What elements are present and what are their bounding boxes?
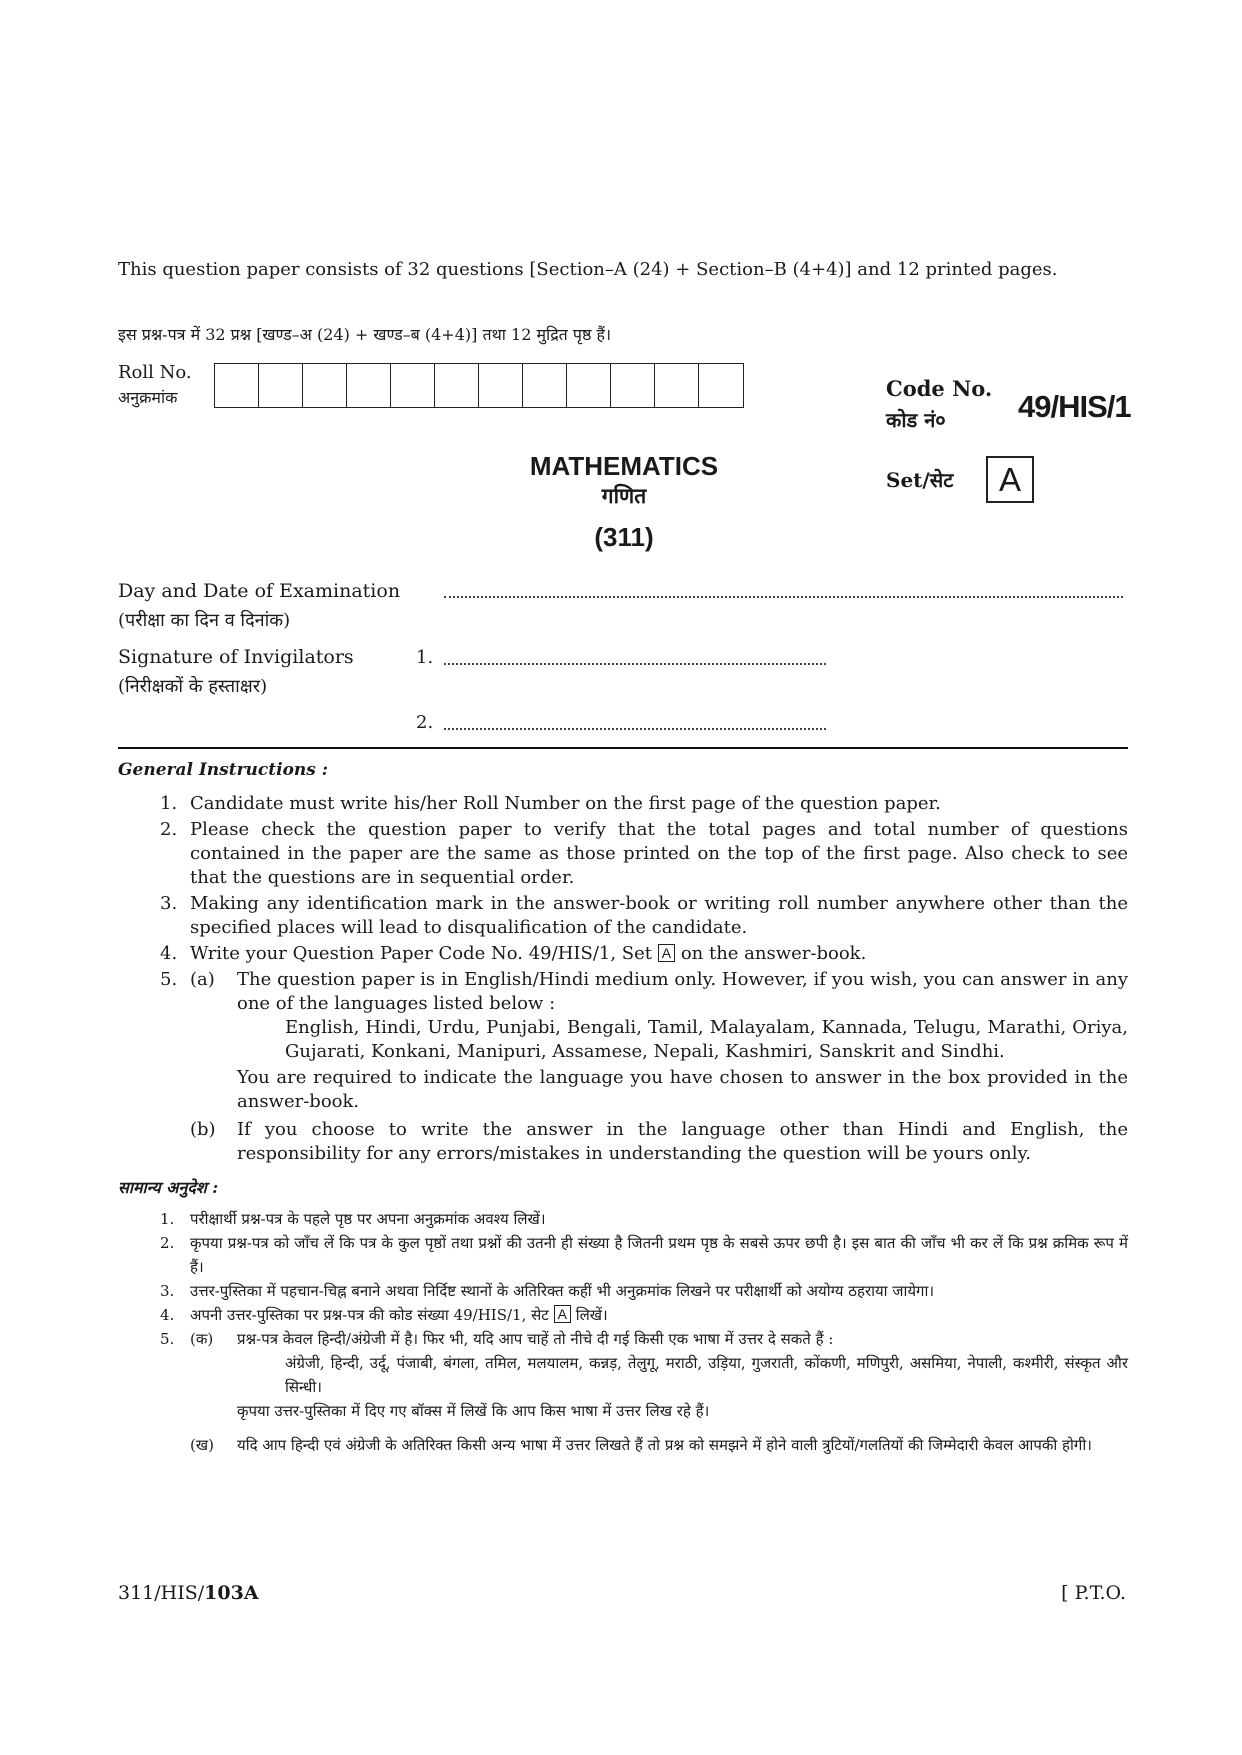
language-list: English, Hindi, Urdu, Punjabi, Bengali, Tamil, Malayalam, Kannada, Telugu, Marathi, Oriya, Gujarati, Konkani, Manipuri, Assamese, Nepali, Kashmiri, Sanskrit and Sindhi. <box>285 1017 1128 1062</box>
footer-code-suffix: 103A <box>204 1582 259 1604</box>
code-number: 49/HIS/1 <box>1018 389 1131 424</box>
roll-digit-box[interactable] <box>611 364 655 407</box>
instruction-number: 2. <box>160 819 178 840</box>
instruction-item <box>160 1327 1128 1423</box>
instruction-item <box>160 1231 1128 1279</box>
instruction-text: प्रश्न-पत्र केवल हिन्दी/अंग्रेजी में है। फिर भी, यदि आप चाहें तो नीचे दी गई किसी एक भाषा में उत्तर दे सकते हैं : <box>237 1330 834 1348</box>
instruction-text: उत्तर-पुस्तिका में पहचान-चिह्न बनाने अथवा निर्दिष्ट स्थानों के अतिरिक्त कहीं भी अनुक्रमांक लिखने पर परीक्षार्थी को अयोग्य ठहराया जायेगा। <box>190 1282 935 1300</box>
instructions-heading-hindi: सामान्य अनुदेश : <box>118 1178 219 1197</box>
instruction-item <box>160 942 1128 966</box>
instructions-list <box>160 792 1128 1166</box>
signature-2-field[interactable] <box>444 727 826 730</box>
subject-number: (311) <box>594 522 654 552</box>
roll-digit-box[interactable] <box>435 364 479 407</box>
roll-digit-box[interactable] <box>655 364 699 407</box>
instruction-sub-label: (a) <box>190 969 215 990</box>
instruction-text: If you choose to write the answer in the language other than Hindi and English, the responsibility for any errors/mistakes in understanding the question will be yours only. <box>237 1119 1128 1164</box>
roll-number-boxes <box>214 363 744 408</box>
signature-label: Signature of Invigilators <box>118 646 354 668</box>
pto-label: [ P.T.O. <box>1061 1582 1126 1604</box>
instruction-number-spacer <box>160 1433 190 1457</box>
instruction-text: यदि आप हिन्दी एवं अंग्रेजी के अतिरिक्त किसी अन्य भाषा में उत्तर लिखते हैं तो प्रश्न को समझने में होने वाली त्रुटियों/गलतियों की जिम्मेदारी केवल आपकी होगी। <box>237 1436 1092 1454</box>
instruction-text <box>190 1303 1128 1327</box>
instruction-item <box>160 1118 1128 1166</box>
instruction-item <box>160 818 1128 890</box>
instruction-text: परीक्षार्थी प्रश्न-पत्र के पहले पृष्ठ पर अपना अनुक्रमांक अवश्य लिखें। <box>190 1210 546 1228</box>
exam-date-label-hindi: (परीक्षा का दिन व दिनांक) <box>118 610 291 631</box>
instruction-number-spacer <box>160 1118 190 1166</box>
subject-title-hindi: गणित <box>601 483 647 508</box>
roll-digit-box[interactable] <box>391 364 435 407</box>
instruction-number: 5. <box>160 969 178 990</box>
signature-2-number: 2. <box>416 712 434 733</box>
roll-digit-box[interactable] <box>347 364 391 407</box>
set-inline-box: A <box>658 944 675 962</box>
roll-label: Roll No. <box>118 362 192 383</box>
intro-english: This question paper consists of 32 questions [Section–A (24) + Section–B (4+4)] and 12 printed pages. <box>118 259 1058 280</box>
instruction-sub-label: (क) <box>190 1330 214 1348</box>
instruction-text-part: अपनी उत्तर-पुस्तिका पर प्रश्न-पत्र की कोड संख्या 49/HIS/1, सेट <box>190 1306 549 1324</box>
instruction-item <box>160 1279 1128 1303</box>
instruction-text <box>190 942 1128 966</box>
set-box: A <box>986 456 1034 503</box>
code-label: Code No. <box>886 376 993 401</box>
instruction-text: कृपया प्रश्न-पत्र को जाँच लें कि पत्र के कुल पृष्ठों तथा प्रश्नों की उतनी ही संख्या है जितनी प्रथम पृष्ठ के सबसे ऊपर छपी है। इस बात की जाँच भी कर लें कि प्रश्न क्रमिक रूप में हैं। <box>190 1234 1128 1276</box>
instruction-item <box>160 1433 1128 1457</box>
instruction-item <box>160 1303 1128 1327</box>
exam-date-label: Day and Date of Examination <box>118 580 401 602</box>
instruction-item <box>160 968 1128 1114</box>
roll-label-hindi: अनुक्रमांक <box>118 388 178 407</box>
signature-1-field[interactable] <box>444 662 826 665</box>
instruction-item <box>160 1207 1128 1231</box>
instruction-sub-body <box>237 1327 1128 1423</box>
instruction-number: 3. <box>160 893 178 914</box>
instruction-number: 5. <box>160 1330 175 1348</box>
instruction-item <box>160 792 1128 816</box>
signature-label-hindi: (निरीक्षकों के हस्ताक्षर) <box>118 676 268 697</box>
instruction-text-part: on the answer-book. <box>680 943 867 964</box>
instruction-item <box>160 892 1128 940</box>
instruction-text-part: Write your Question Paper Code No. 49/HIS/1, Set <box>190 943 653 964</box>
instruction-text: Making any identification mark in the answer-book or writing roll number anywhere other than the specified places will lead to disqualification of the candidate. <box>190 893 1128 938</box>
roll-digit-box[interactable] <box>259 364 303 407</box>
roll-digit-box[interactable] <box>215 364 259 407</box>
instruction-number: 4. <box>160 1306 175 1324</box>
roll-digit-box[interactable] <box>523 364 567 407</box>
instruction-text: कृपया उत्तर-पुस्तिका में दिए गए बॉक्स में लिखें कि आप किस भाषा में उत्तर लिख रहे हैं। <box>237 1402 710 1420</box>
instruction-text: You are required to indicate the language you have chosen to answer in the box provided in the answer-book. <box>237 1067 1128 1112</box>
instruction-text: Candidate must write his/her Roll Number on the first page of the question paper. <box>190 793 941 814</box>
instructions-heading: General Instructions : <box>118 760 329 780</box>
roll-digit-box[interactable] <box>303 364 347 407</box>
instruction-sub-body <box>237 968 1128 1114</box>
intro-hindi: इस प्रश्न-पत्र में 32 प्रश्न [खण्ड–अ (24) + खण्ड–ब (4+4)] तथा 12 मुद्रित पृष्ठ हैं। <box>118 325 612 344</box>
set-inline-box: A <box>554 1305 571 1323</box>
instruction-text-part: लिखें। <box>575 1306 608 1324</box>
roll-digit-box[interactable] <box>479 364 523 407</box>
roll-digit-box[interactable] <box>699 364 743 407</box>
instruction-number: 1. <box>160 1210 175 1228</box>
instruction-number: 3. <box>160 1282 175 1300</box>
section-divider <box>118 747 1128 749</box>
footer-code <box>118 1582 259 1604</box>
subject-title: MATHEMATICS <box>529 451 719 481</box>
footer-code-prefix: 311/HIS/ <box>118 1582 205 1604</box>
set-label: Set/सेट <box>886 468 954 492</box>
instruction-number: 2. <box>160 1234 175 1252</box>
instruction-sub-label: (ख) <box>190 1436 214 1454</box>
instruction-text: The question paper is in English/Hindi medium only. However, if you wish, you can answer in any one of the languages listed below : <box>237 969 1128 1014</box>
roll-digit-box[interactable] <box>567 364 611 407</box>
language-list: अंग्रेजी, हिन्दी, उर्दू, पंजाबी, बंगला, तमिल, मलयालम, कन्नड़, तेलुगू, मराठी, उड़िया, गुजराती, कोंकणी, मणिपुरी, असमिया, नेपाली, कश्मीरी, संस्कृत और सिन्धी। <box>285 1354 1128 1396</box>
instructions-list-hindi <box>160 1207 1128 1457</box>
signature-1-number: 1. <box>416 647 434 668</box>
instruction-number: 4. <box>160 943 178 964</box>
instruction-sub-label: (b) <box>190 1119 216 1140</box>
exam-date-field[interactable] <box>444 595 1123 598</box>
code-label-hindi: कोड नं० <box>886 408 946 432</box>
instruction-number: 1. <box>160 793 178 814</box>
instruction-text: Please check the question paper to verify that the total pages and total number of questions contained in the paper are the same as those printed on the top of the first page. Also check to see that the questions are in sequential order. <box>190 819 1128 888</box>
